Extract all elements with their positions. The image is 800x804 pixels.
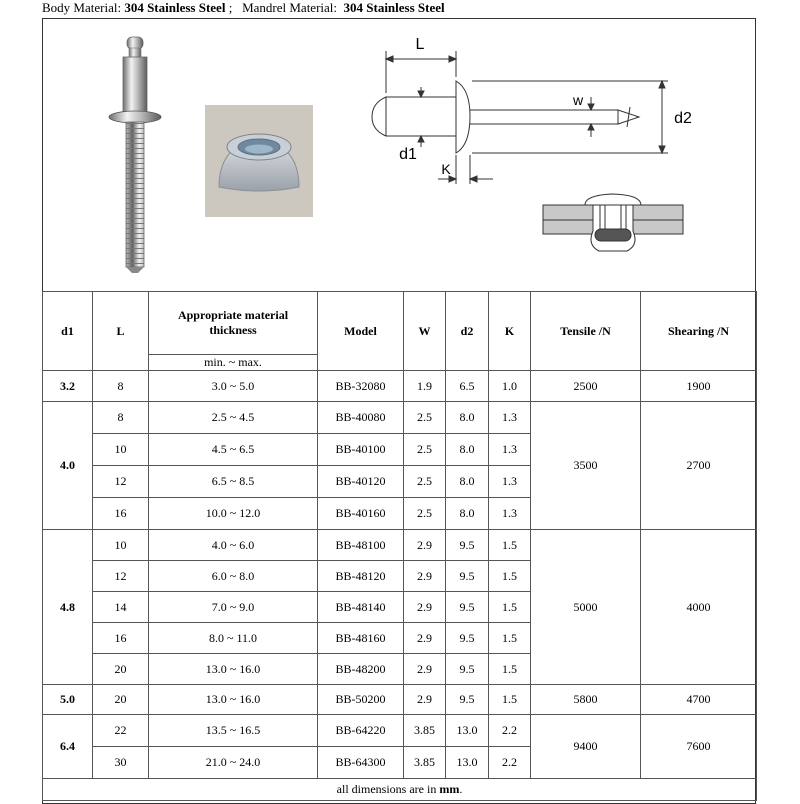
cell-L: 20 <box>93 654 149 685</box>
cell-d1: 6.4 <box>43 715 93 779</box>
table-row <box>43 371 757 402</box>
cell-d2: 13.0 <box>446 747 489 779</box>
cell-thickness: 2.5 ~ 4.5 <box>149 402 318 434</box>
cell-d2: 9.5 <box>446 592 489 623</box>
table-body <box>43 371 757 779</box>
cell-thickness: 13.0 ~ 16.0 <box>149 654 318 685</box>
cell-d1: 4.8 <box>43 530 93 685</box>
dim-label-L: L <box>415 36 425 53</box>
cell-tensile: 5800 <box>531 685 641 715</box>
units-note-unit: mm <box>439 782 460 796</box>
cell-d1: 5.0 <box>43 685 93 715</box>
cell-tensile: 9400 <box>531 715 641 779</box>
cell-L: 10 <box>93 530 149 561</box>
cell-L: 16 <box>93 498 149 530</box>
cell-model: BB-64220 <box>318 715 404 747</box>
cell-d2: 9.5 <box>446 685 489 715</box>
cell-thickness: 6.5 ~ 8.5 <box>149 466 318 498</box>
rivet-spec-table <box>42 291 757 801</box>
cell-K: 1.5 <box>489 623 531 654</box>
cell-d2: 13.0 <box>446 715 489 747</box>
table-row <box>43 685 757 715</box>
cell-shearing: 1900 <box>641 371 757 402</box>
cell-model: BB-48100 <box>318 530 404 561</box>
units-note-prefix: all dimensions are in <box>336 782 437 796</box>
table-row <box>43 530 757 561</box>
cell-W: 2.5 <box>404 402 446 434</box>
cell-model: BB-48200 <box>318 654 404 685</box>
table-footer-row <box>43 779 757 801</box>
cell-W: 3.85 <box>404 747 446 779</box>
cell-K: 1.0 <box>489 371 531 402</box>
cell-shearing: 2700 <box>641 402 757 530</box>
cell-model: BB-40080 <box>318 402 404 434</box>
cell-L: 14 <box>93 592 149 623</box>
cell-K: 1.3 <box>489 434 531 466</box>
rivet-photo <box>109 37 161 273</box>
col-header-shearing: Shearing /N <box>641 292 757 371</box>
cell-W: 1.9 <box>404 371 446 402</box>
cell-K: 2.2 <box>489 715 531 747</box>
col-header-d1: d1 <box>43 292 93 371</box>
header-separator: ; <box>228 0 233 15</box>
units-note-suffix: . <box>459 782 463 796</box>
cell-model: BB-48140 <box>318 592 404 623</box>
cell-tensile: 2500 <box>531 371 641 402</box>
cell-L: 12 <box>93 466 149 498</box>
cell-d2: 8.0 <box>446 498 489 530</box>
table-header-row <box>43 292 757 355</box>
cell-thickness: 8.0 ~ 11.0 <box>149 623 318 654</box>
cell-L: 10 <box>93 434 149 466</box>
cell-L: 8 <box>93 402 149 434</box>
cell-W: 2.9 <box>404 561 446 592</box>
col-header-thickness <box>149 292 318 355</box>
mandrel-material-label: Mandrel Material: <box>242 0 338 15</box>
installed-rivet-photo <box>205 105 313 217</box>
cell-W: 3.85 <box>404 715 446 747</box>
cell-W: 2.9 <box>404 685 446 715</box>
cell-thickness: 7.0 ~ 9.0 <box>149 592 318 623</box>
cell-L: 8 <box>93 371 149 402</box>
cell-d2: 9.5 <box>446 654 489 685</box>
cell-model: BB-48120 <box>318 561 404 592</box>
dim-label-d2: d2 <box>674 110 692 127</box>
cell-model: BB-40120 <box>318 466 404 498</box>
cell-d1: 3.2 <box>43 371 93 402</box>
col-header-d2: d2 <box>446 292 489 371</box>
mandrel-material-value: 304 Stainless Steel <box>343 0 445 15</box>
cell-K: 1.5 <box>489 654 531 685</box>
table-row <box>43 715 757 747</box>
cell-L: 22 <box>93 715 149 747</box>
cell-d2: 8.0 <box>446 434 489 466</box>
cell-model: BB-40160 <box>318 498 404 530</box>
cell-K: 1.5 <box>489 592 531 623</box>
cell-W: 2.5 <box>404 434 446 466</box>
col-header-L: L <box>93 292 149 371</box>
cell-model: BB-50200 <box>318 685 404 715</box>
cell-d2: 9.5 <box>446 561 489 592</box>
col-subheader-thickness: min. ~ max. <box>149 355 318 371</box>
cell-thickness: 21.0 ~ 24.0 <box>149 747 318 779</box>
cell-shearing: 4700 <box>641 685 757 715</box>
dim-label-w: w <box>572 92 584 108</box>
cell-W: 2.5 <box>404 466 446 498</box>
cell-W: 2.9 <box>404 530 446 561</box>
cell-d2: 8.0 <box>446 466 489 498</box>
cell-L: 20 <box>93 685 149 715</box>
cell-tensile: 3500 <box>531 402 641 530</box>
cell-L: 16 <box>93 623 149 654</box>
cell-W: 2.9 <box>404 654 446 685</box>
dim-label-K: K <box>441 161 451 177</box>
cell-K: 1.5 <box>489 561 531 592</box>
table-row <box>43 402 757 434</box>
cell-W: 2.5 <box>404 498 446 530</box>
cell-model: BB-40100 <box>318 434 404 466</box>
cell-thickness: 10.0 ~ 12.0 <box>149 498 318 530</box>
cell-thickness: 13.0 ~ 16.0 <box>149 685 318 715</box>
cell-d2: 6.5 <box>446 371 489 402</box>
cell-thickness: 4.5 ~ 6.5 <box>149 434 318 466</box>
col-header-tensile: Tensile /N <box>531 292 641 371</box>
cell-thickness: 6.0 ~ 8.0 <box>149 561 318 592</box>
cell-d1: 4.0 <box>43 402 93 530</box>
cell-W: 2.9 <box>404 623 446 654</box>
dimension-drawing <box>372 51 668 184</box>
thickness-header-label: Appropriate material thickness <box>177 308 289 337</box>
cell-W: 2.9 <box>404 592 446 623</box>
body-material-value: 304 Stainless Steel <box>124 0 226 15</box>
dim-label-d1: d1 <box>399 146 417 163</box>
cell-shearing: 4000 <box>641 530 757 685</box>
product-figure <box>43 19 755 291</box>
installed-section-drawing <box>543 194 683 251</box>
cell-thickness: 13.5 ~ 16.5 <box>149 715 318 747</box>
cell-model: BB-48160 <box>318 623 404 654</box>
cell-model: BB-32080 <box>318 371 404 402</box>
cell-d2: 8.0 <box>446 402 489 434</box>
cell-d2: 9.5 <box>446 530 489 561</box>
col-header-model: Model <box>318 292 404 371</box>
cell-model: BB-64300 <box>318 747 404 779</box>
cell-L: 12 <box>93 561 149 592</box>
body-material-label: Body Material: <box>42 0 122 15</box>
material-header <box>42 0 445 16</box>
cell-thickness: 3.0 ~ 5.0 <box>149 371 318 402</box>
cell-K: 1.3 <box>489 498 531 530</box>
cell-shearing: 7600 <box>641 715 757 779</box>
cell-K: 1.3 <box>489 402 531 434</box>
cell-tensile: 5000 <box>531 530 641 685</box>
cell-d2: 9.5 <box>446 623 489 654</box>
col-header-W: W <box>404 292 446 371</box>
cell-thickness: 4.0 ~ 6.0 <box>149 530 318 561</box>
cell-K: 2.2 <box>489 747 531 779</box>
units-note <box>43 779 757 801</box>
cell-L: 30 <box>93 747 149 779</box>
cell-K: 1.5 <box>489 685 531 715</box>
cell-K: 1.5 <box>489 530 531 561</box>
col-header-K: K <box>489 292 531 371</box>
cell-K: 1.3 <box>489 466 531 498</box>
